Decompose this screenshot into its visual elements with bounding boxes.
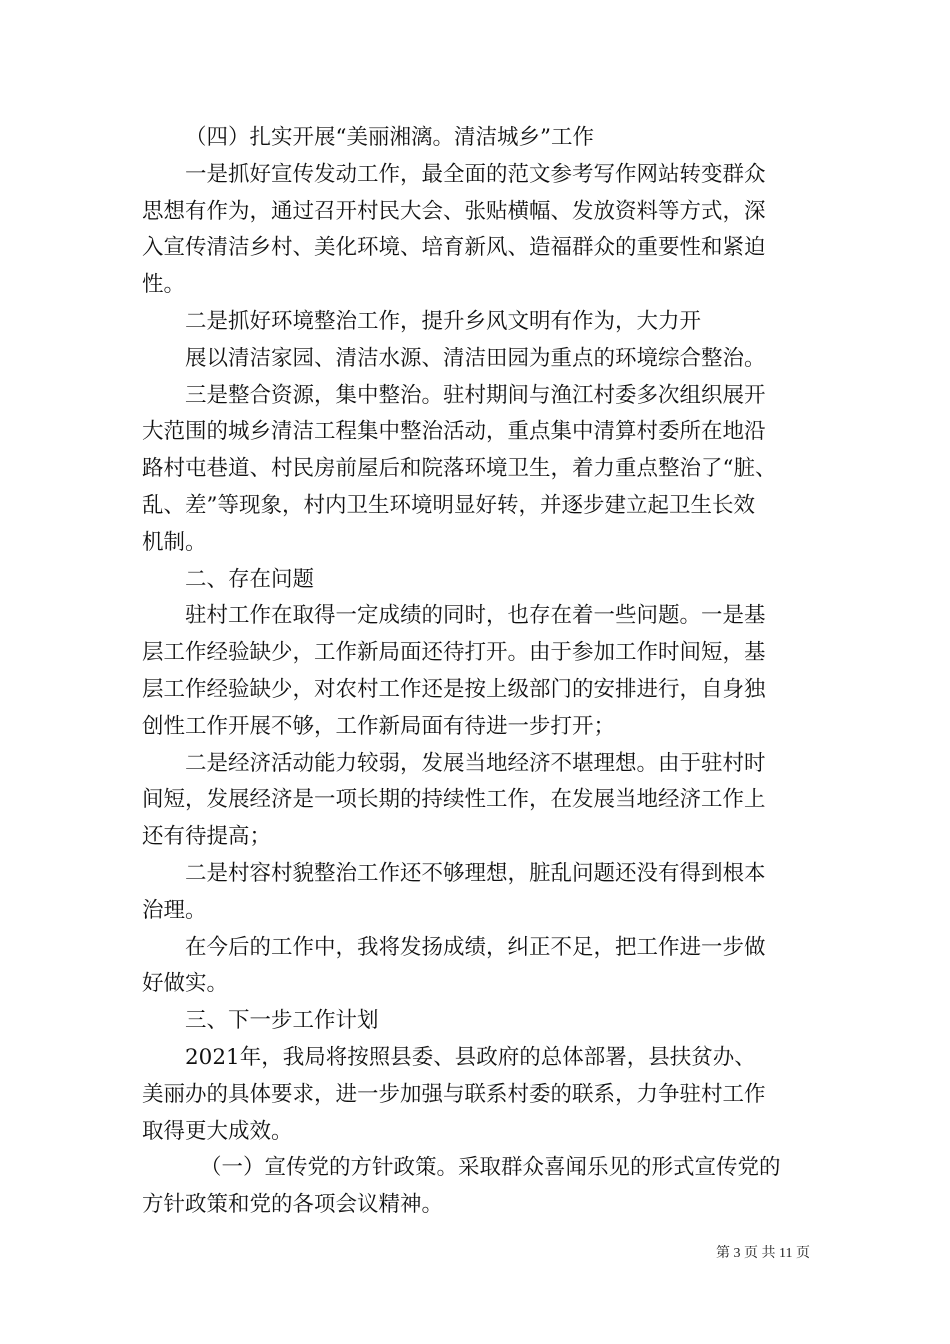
- paragraph-line: 方针政策和党的各项会议精神。: [142, 1192, 444, 1218]
- paragraph-line: 好做实。: [142, 971, 229, 997]
- paragraph-line: 在今后的工作中，我将发扬成绩，纠正不足，把工作进一步做: [185, 934, 766, 960]
- paragraph-line: 还有待提高；: [142, 824, 272, 850]
- paragraph-line: 路村屯巷道、村民房前屋后和院落环境卫生，着力重点整治了“脏、: [142, 456, 777, 482]
- paragraph-line: 二是经济活动能力较弱，发展当地经济不堪理想。由于驻村时: [185, 750, 766, 776]
- section-heading-next-plan: 三、下一步工作计划: [185, 1008, 379, 1034]
- paragraph-line: 机制。: [142, 529, 207, 555]
- page-number: 第 3 页 共 11 页: [716, 1246, 810, 1261]
- paragraph-line: 驻村工作在取得一定成绩的同时，也存在着一些问题。一是基: [185, 603, 766, 629]
- section-heading-four: （四）扎实开展“美丽湘漓。清洁城乡”工作: [185, 125, 594, 150]
- paragraph-line: 三是整合资源，集中整治。驻村期间与渔江村委多次组织展开: [185, 382, 766, 408]
- paragraph-line: 层工作经验缺少，工作新局面还待打开。由于参加工作时间短，基: [142, 640, 766, 666]
- paragraph-line: 间短，发展经济是一项长期的持续性工作，在发展当地经济工作上: [142, 787, 766, 813]
- paragraph-line: （一）宣传党的方针政策。采取群众喜闻乐见的形式宣传党的: [200, 1155, 781, 1181]
- document-body: [142, 120, 810, 1224]
- paragraph-line: 一是抓好宣传发动工作，最全面的范文参考写作网站转变群众: [185, 161, 766, 187]
- paragraph-line: 乱、差”等现象，村内卫生环境明显好转，并逐步建立起卫生长效: [142, 492, 755, 518]
- paragraph-line: 层工作经验缺少，对农村工作还是按上级部门的安排进行，自身独: [142, 676, 766, 702]
- paragraph-line: 二是村容村貌整治工作还不够理想，脏乱问题还没有得到根本: [185, 860, 766, 886]
- paragraph-line: 取得更大成效。: [142, 1118, 293, 1144]
- paragraph-line: 创性工作开展不够，工作新局面有待进一步打开；: [142, 713, 616, 739]
- paragraph-line: 入宣传清洁乡村、美化环境、培育新风、造福群众的重要性和紧迫: [142, 235, 766, 261]
- section-heading-problems: 二、存在问题: [185, 566, 315, 592]
- paragraph-line: 2021年，我局将按照县委、县政府的总体部署，县扶贫办、: [185, 1044, 756, 1070]
- paragraph-line: 美丽办的具体要求，进一步加强与联系村委的联系，力争驻村工作: [142, 1081, 766, 1107]
- paragraph-line: 思想有作为，通过召开村民大会、张贴横幅、发放资料等方式，深: [142, 198, 766, 224]
- paragraph-line: 治理。: [142, 897, 207, 923]
- paragraph-line: 二是抓好环境整治工作，提升乡风文明有作为，大力开: [185, 308, 702, 334]
- paragraph-line: 大范围的城乡清洁工程集中整治活动，重点集中清算村委所在地沿: [142, 419, 766, 445]
- paragraph-line: 性。: [142, 272, 186, 298]
- paragraph-line: 展以清洁家园、清洁水源、清洁田园为重点的环境综合整治。: [185, 345, 766, 371]
